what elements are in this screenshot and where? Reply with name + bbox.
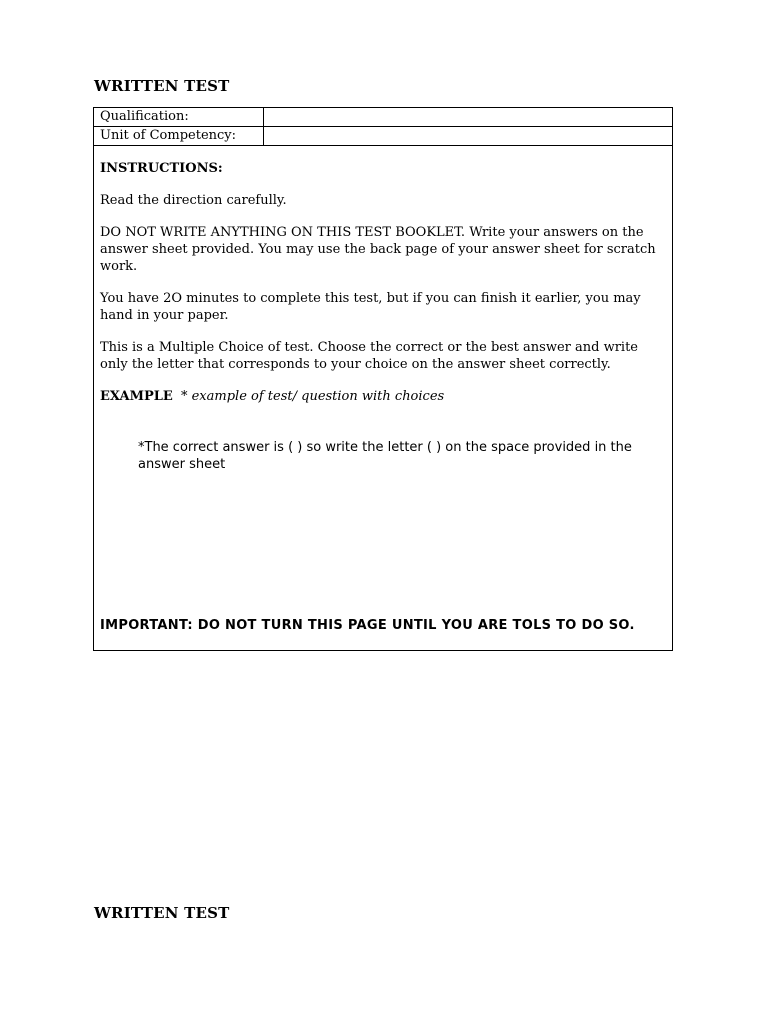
qualification-row	[94, 108, 672, 127]
unit-of-competency-label: Unit of Competency:	[94, 127, 264, 145]
page-title-repeat: WRITTEN TEST	[94, 904, 230, 922]
qualification-value	[264, 108, 672, 126]
answer-note: *The correct answer is ( ) so write the letter ( ) on the space provided in the answer sheet	[138, 440, 632, 472]
qualification-label: Qualification:	[94, 108, 264, 126]
unit-of-competency-row	[94, 127, 672, 146]
example-note: * example of test/ question with choices	[180, 389, 445, 404]
example-line	[100, 388, 666, 405]
instruction-paragraph: You have 2O minutes to complete this test, but if you can finish it earlier, you may hand in your paper.	[100, 291, 641, 323]
instruction-paragraph: DO NOT WRITE ANYTHING ON THIS TEST BOOKLET. Write your answers on the answer sheet provided. You may use the back page of your answer sheet for scratch work.	[100, 225, 656, 274]
instruction-paragraph: This is a Multiple Choice of test. Choose the correct or the best answer and write only the letter that corresponds to your choice on the answer sheet correctly.	[100, 340, 638, 372]
instructions-content	[94, 146, 672, 473]
important-notice: IMPORTANT: DO NOT TURN THIS PAGE UNTIL YOU ARE TOLS TO DO SO.	[100, 618, 635, 633]
instructions-title: INSTRUCTIONS:	[100, 161, 223, 176]
instruction-paragraph: Read the direction carefully.	[100, 193, 287, 208]
unit-of-competency-value	[264, 127, 672, 145]
example-label: EXAMPLE	[100, 389, 173, 404]
page-title: WRITTEN TEST	[94, 77, 230, 95]
test-instructions-box	[93, 107, 673, 651]
